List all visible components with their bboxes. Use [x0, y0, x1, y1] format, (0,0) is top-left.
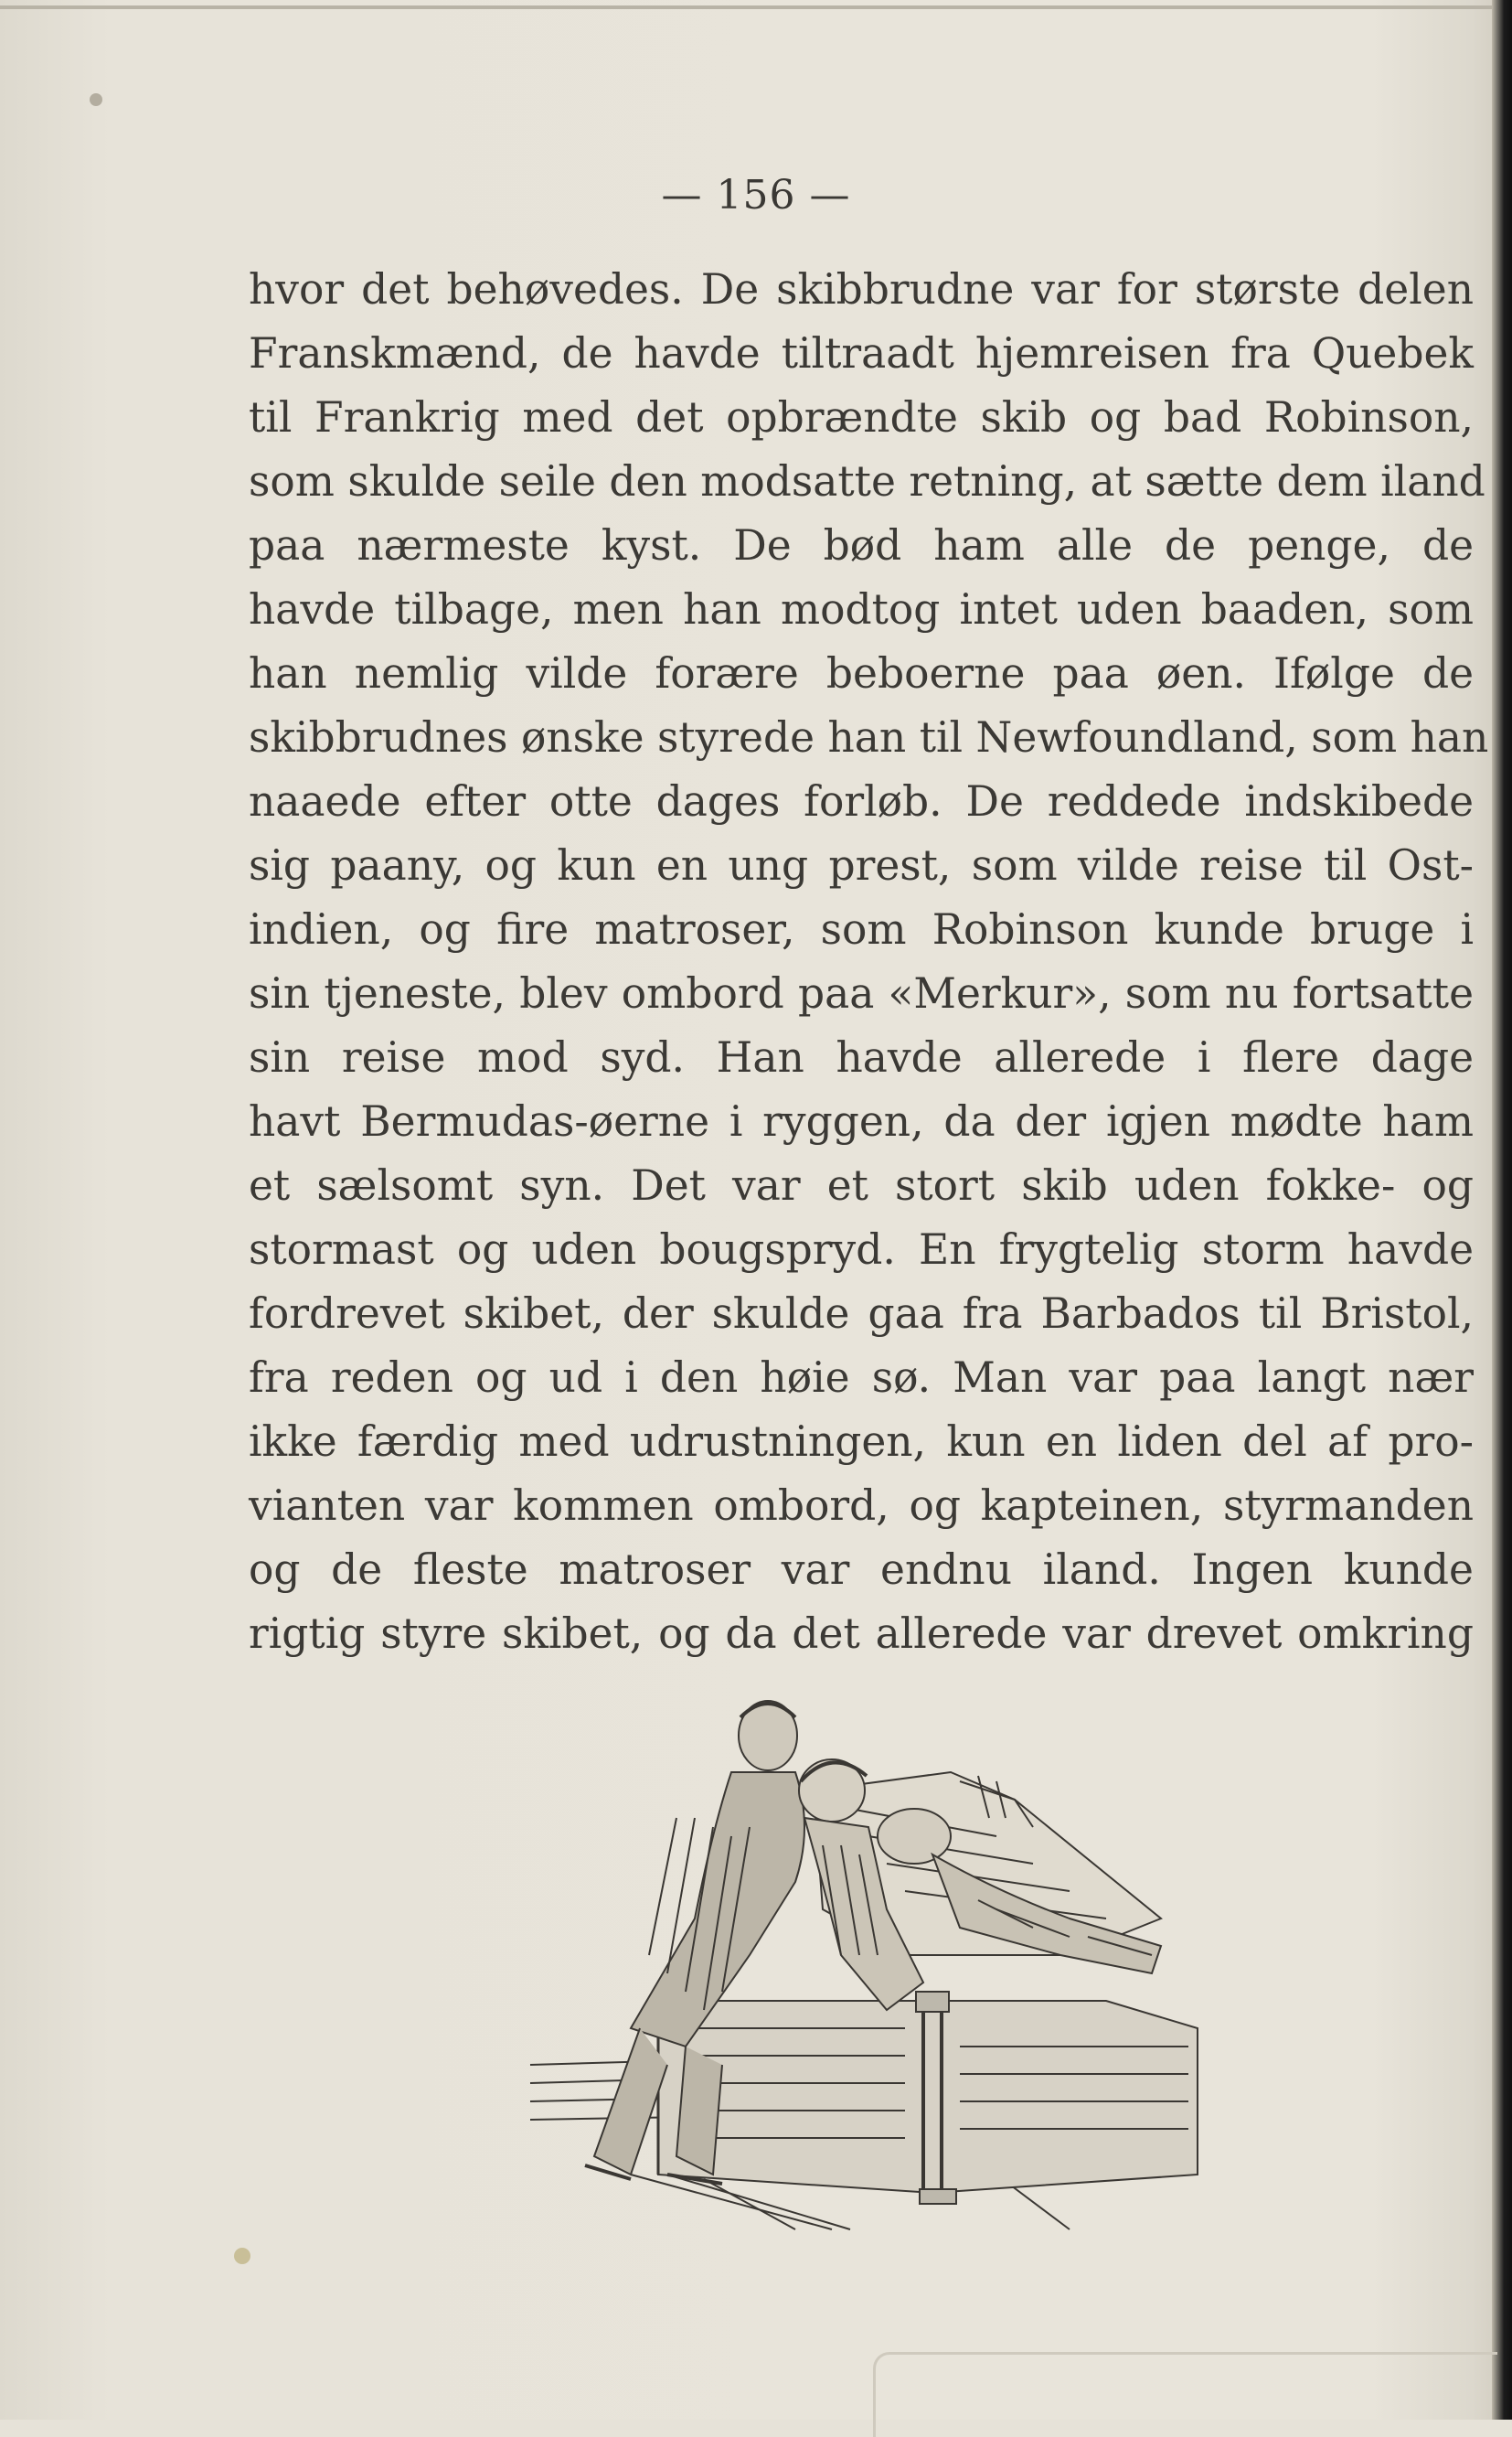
text-line: havt Bermudas-øerne i ryggen, da der igjen mødte ham	[249, 1097, 1474, 1146]
text-line: havde tilbage, men han modtog intet uden baaden, som	[249, 585, 1474, 634]
paper-spot	[234, 2248, 250, 2264]
text-line: stormast og uden bougspryd. En frygtelig storm havde	[249, 1225, 1474, 1274]
text-line: fordrevet skibet, der skulde gaa fra Barbados til Bristol,	[249, 1289, 1474, 1338]
text-line: og de fleste matroser var endnu iland. Ingen kunde	[249, 1545, 1474, 1594]
text-line: sin reise mod syd. Han havde allerede i flere dage	[249, 1033, 1474, 1082]
text-line: til Frankrig med det opbrændte skib og bad Robinson,	[249, 393, 1474, 442]
text-line: skibbrudnes ønske styrede han til Newfoundland, som han	[249, 713, 1489, 762]
text-line: sin tjeneste, blev ombord paa «Merkur», som nu fortsatte	[249, 969, 1474, 1018]
text-line: rigtig styre skibet, og da det allerede var drevet omkring	[249, 1609, 1474, 1658]
engraving-illustration	[521, 1681, 1216, 2239]
body-text	[249, 258, 1489, 1666]
top-border	[0, 5, 1512, 9]
page-edge-shadow	[1492, 0, 1512, 2420]
paper-spot	[90, 93, 102, 106]
text-line: vianten var kommen ombord, og kapteinen, styrmanden	[249, 1481, 1474, 1530]
text-line: fra reden og ud i den høie sø. Man var paa langt nær	[249, 1353, 1474, 1402]
text-line: Franskmænd, de havde tiltraadt hjemreisen fra Quebek	[249, 329, 1474, 378]
text-line: et sælsomt syn. Det var et stort skib uden fokke- og	[249, 1161, 1474, 1210]
text-line: han nemlig vilde forære beboerne paa øen. Ifølge de	[249, 649, 1474, 698]
text-line: hvor det behøvedes. De skibbrudne var for største delen	[249, 265, 1474, 314]
text-line: paa nærmeste kyst. De bød ham alle de penge, de	[249, 521, 1474, 570]
text-line: indien, og fire matroser, som Robinson kunde bruge i	[249, 905, 1474, 954]
text-line: ikke færdig med udrustningen, kun en liden del af pro-	[249, 1417, 1474, 1466]
page-number: — 156 —	[661, 172, 851, 219]
text-line: naaede efter otte dages forløb. De reddede indskibede	[249, 777, 1474, 826]
bookplate-frame	[873, 2352, 1497, 2437]
text-line: sig paany, og kun en ung prest, som vilde reise til Ost-	[249, 841, 1474, 890]
text-line: som skulde seile den modsatte retning, at sætte dem iland	[249, 457, 1485, 506]
bed-frame	[658, 1992, 1198, 2204]
